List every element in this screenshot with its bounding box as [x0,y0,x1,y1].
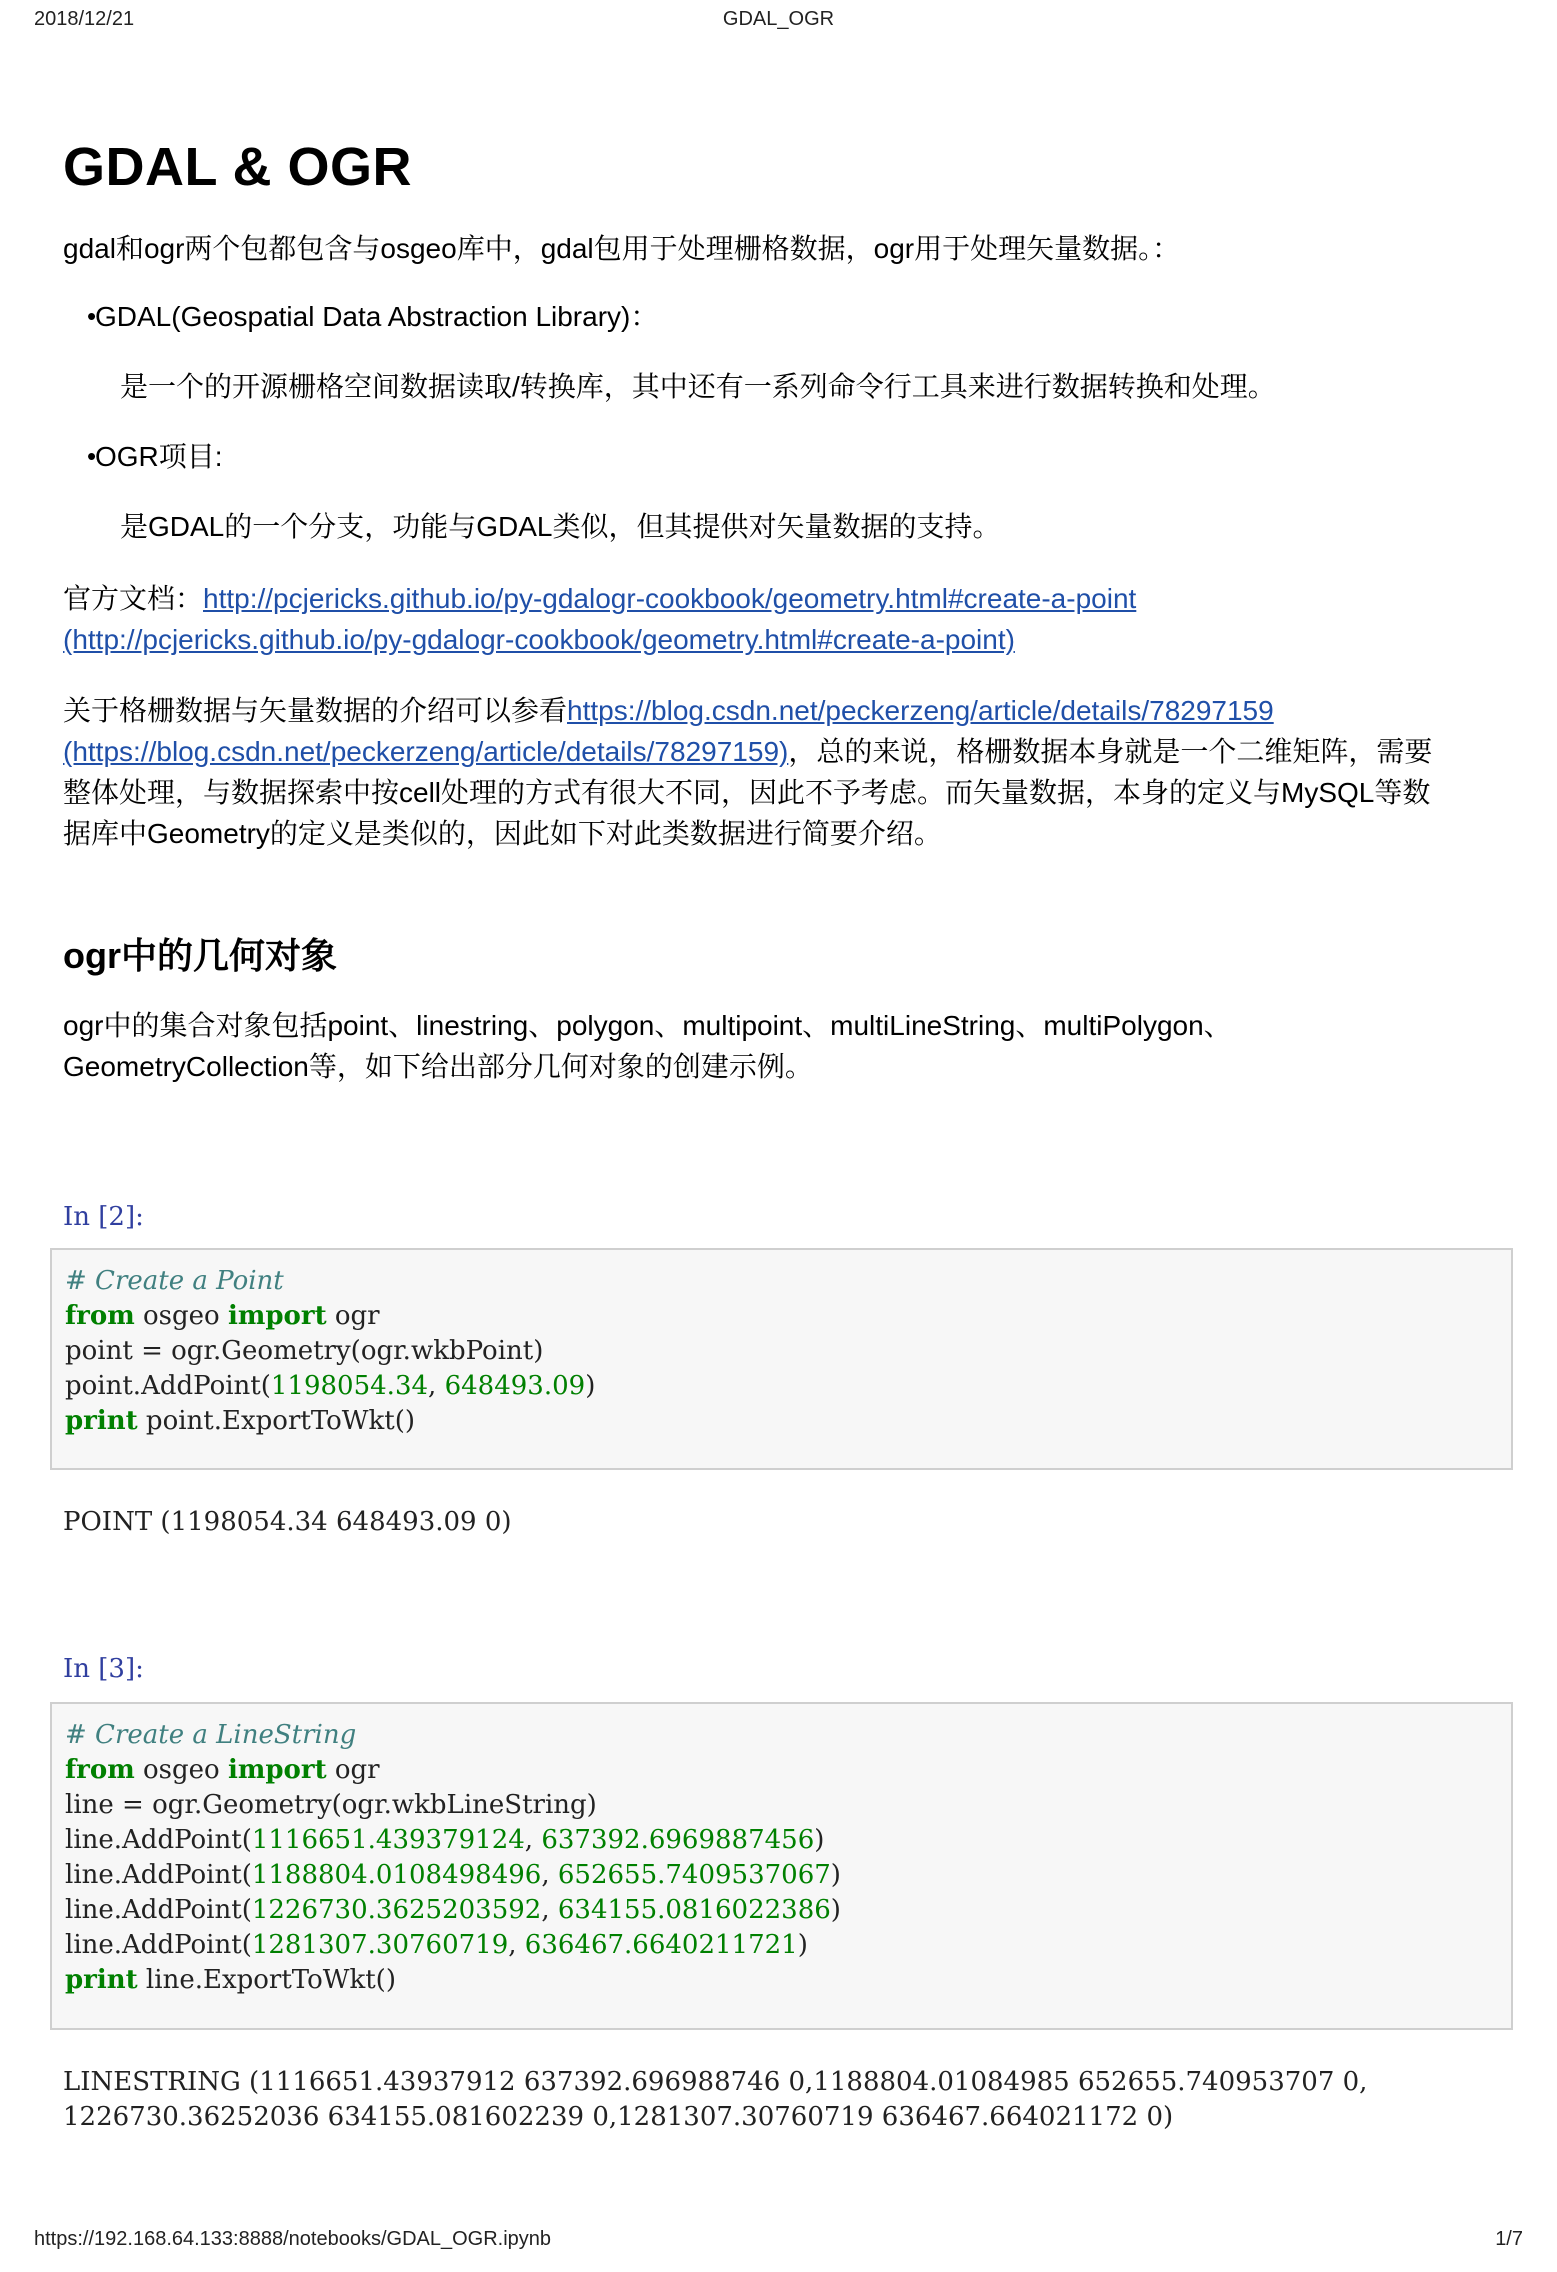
code-print-arg: line.ExportToWkt() [137,1965,396,1995]
module-name: osgeo [134,1301,228,1331]
raster-intro-suffix: ，总的来说，格栅数据本身就是一个二维矩阵，需要 [788,736,1433,767]
code-number: 636467.6640211721 [524,1930,798,1960]
bullet-gdal-desc: 是一个的开源栅格空间数据读取/转换库，其中还有一系列命令行工具来进行数据转换和处理。 [120,371,1276,402]
code-sep: , [524,1825,542,1855]
intro-paragraph: gdal和ogr两个包都包含与osgeo库中，gdal包用于处理栅格数据，ogr用于处理矢量数据。： [63,233,1181,264]
code-call: line.AddPoint( [65,1930,252,1960]
code-print-arg: point.ExportToWkt() [137,1406,416,1436]
cell-output: POINT (1198054.34 648493.09 0) [63,1507,512,1537]
code-call: line.AddPoint( [65,1825,252,1855]
code-sep: , [541,1895,558,1925]
section-paragraph-line1: ogr中的集合对象包括point、linestring、polygon、multipoint、multiLineString、multiPolygon、 [63,1010,1232,1041]
page-title: GDAL & OGR [63,137,413,197]
code-comment: # Create a LineString [65,1720,357,1750]
code-paren: ) [830,1895,841,1925]
bullet-gdal-label: GDAL(Geospatial Data Abstraction Library)： [95,301,659,332]
code-number: 1188804.0108498496 [251,1860,542,1890]
keyword-from: from [65,1301,135,1331]
print-page-number: 1/7 [1495,2228,1523,2250]
cell-prompt: In [2]: [63,1202,144,1232]
official-docs-link[interactable]: http://pcjericks.github.io/py-gdalogr-cookbook/geometry.html#create-a-point [203,583,1137,614]
code-number: 634155.0816022386 [557,1895,831,1925]
code-line [65,1753,1511,1788]
code-line [65,1928,1511,1963]
code-call: line.AddPoint( [65,1895,252,1925]
bullet-dot: • [87,301,97,331]
print-url: https://192.168.64.133:8888/notebooks/GDAL_OGR.ipynb [34,2228,552,2250]
code-comment: # Create a Point [65,1266,284,1296]
bullet-dot: • [87,441,97,471]
official-docs-line-2 [63,619,1503,660]
code-call: line.AddPoint( [65,1860,252,1890]
code-number: 648493.09 [444,1371,586,1401]
module-name: osgeo [134,1755,228,1785]
code-paren: ) [797,1930,808,1960]
code-cell-linestring[interactable] [50,1702,1513,2030]
code-line [65,1264,1511,1299]
code-number: 1281307.30760719 [251,1930,509,1960]
raster-vector-intro-line1 [63,690,1503,731]
code-cell-point[interactable] [50,1248,1513,1470]
cell-prompt: In [3]: [63,1654,144,1684]
code-line [65,1893,1511,1928]
print-title: GDAL_OGR [722,8,835,30]
import-name: ogr [326,1755,380,1785]
cell-output: 1226730.36252036 634155.081602239 0,1281307.30760719 636467.664021172 0) [63,2102,1174,2132]
code-line [65,1823,1511,1858]
cell-output: LINESTRING (1116651.43937912 637392.696988746 0,1188804.01084985 652655.740953707 0, [63,2067,1368,2097]
keyword-print: print [65,1406,138,1436]
keyword-import: import [227,1755,327,1785]
code-number: 652655.7409537067 [557,1860,831,1890]
keyword-import: import [227,1301,327,1331]
code-number: 1116651.439379124 [251,1825,525,1855]
code-sep: , [541,1860,558,1890]
code-sep: , [428,1371,445,1401]
section-title: ogr中的几何对象 [63,935,337,976]
code-line [65,1858,1511,1893]
code-line: line = ogr.Geometry(ogr.wkbLineString) [65,1790,597,1820]
raster-vector-intro-line3: 整体处理，与数据探索中按cell处理的方式有很大不同，因此不予考虑。而矢量数据，本身的定义与MySQL等数 [63,777,1431,808]
section-paragraph-line2: GeometryCollection等，如下给出部分几何对象的创建示例。 [63,1051,813,1082]
code-number: 1198054.34 [270,1371,429,1401]
import-name: ogr [326,1301,380,1331]
code-sep: , [508,1930,525,1960]
print-date: 2018/12/21 [34,8,135,30]
csdn-link-paren[interactable]: (https://blog.csdn.net/peckerzeng/article/details/78297159) [63,736,789,767]
code-line [65,1404,1511,1439]
raster-vector-intro-line2 [63,731,1503,772]
code-line [65,1369,1511,1404]
code-call: point.AddPoint( [65,1371,271,1401]
raster-vector-intro-line4: 据库中Geometry的定义是类似的，因此如下对此类数据进行简要介绍。 [63,818,942,849]
official-docs-label: 官方文档： [63,583,204,614]
raster-intro-prefix: 关于格栅数据与矢量数据的介绍可以参看 [63,695,568,726]
code-line [65,1718,1511,1753]
code-paren: ) [830,1860,841,1890]
csdn-link[interactable]: https://blog.csdn.net/peckerzeng/article/details/78297159 [567,695,1274,726]
code-number: 1226730.3625203592 [251,1895,542,1925]
keyword-print: print [65,1965,138,1995]
code-number: 637392.6969887456 [541,1825,815,1855]
official-docs-link-paren[interactable]: (http://pcjericks.github.io/py-gdalogr-cookbook/geometry.html#create-a-point) [63,624,1015,655]
code-line [65,1963,1511,1998]
keyword-from: from [65,1755,135,1785]
code-paren: ) [585,1371,596,1401]
code-line [65,1299,1511,1334]
official-docs-line [63,578,1503,619]
bullet-ogr-label: OGR项目: [95,441,223,472]
code-paren: ) [814,1825,825,1855]
code-line: point = ogr.Geometry(ogr.wkbPoint) [65,1336,544,1366]
bullet-ogr-desc: 是GDAL的一个分支，功能与GDAL类似，但其提供对矢量数据的支持。 [120,511,1001,542]
